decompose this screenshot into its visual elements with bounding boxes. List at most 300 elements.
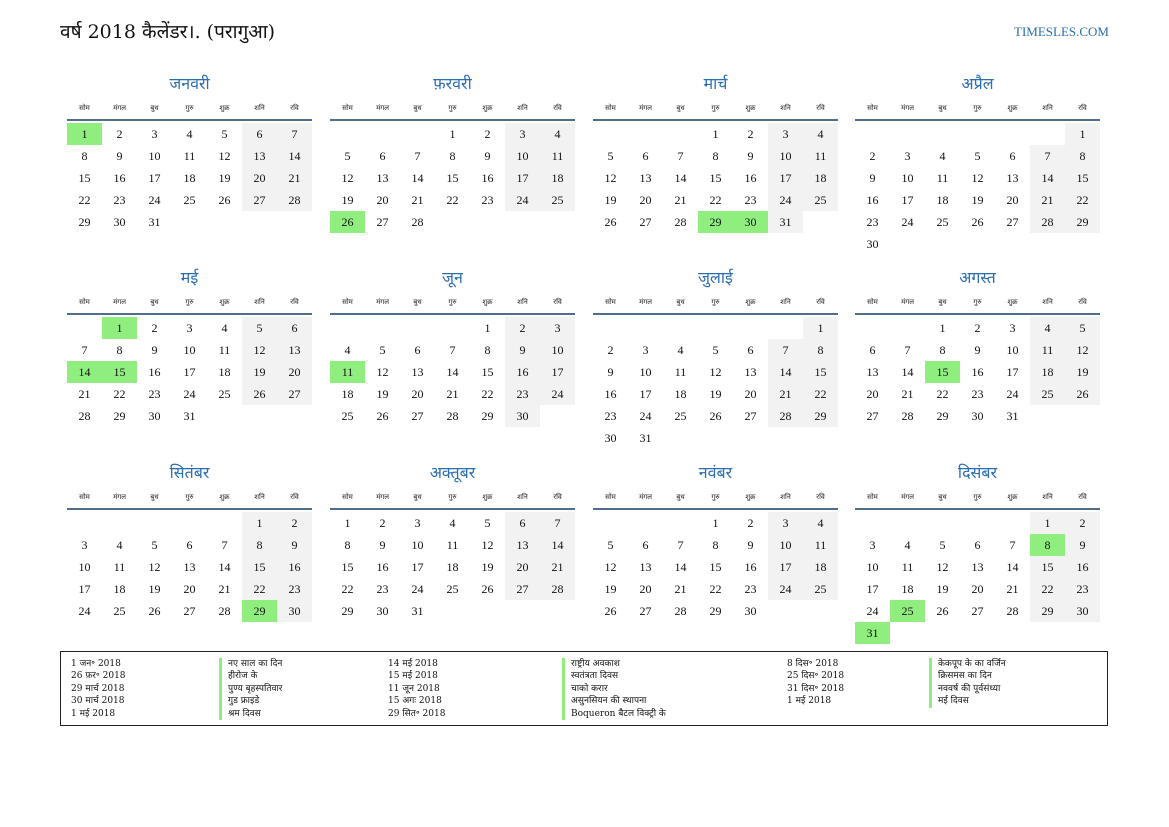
day-cell: 30 <box>744 604 757 618</box>
holiday-day-cell: 29 <box>698 211 733 233</box>
weekday-label: शुक्र <box>219 298 230 306</box>
weekday-label: रवि <box>1078 493 1087 501</box>
day-cell: 19 <box>709 387 722 401</box>
day-cell: 26 <box>936 604 949 618</box>
weekday-label: सोम <box>605 493 616 501</box>
day-cell: 18 <box>540 167 575 189</box>
day-cell: 19 <box>971 193 984 207</box>
day-cell: 27 <box>376 215 389 229</box>
weekday-label: सोम <box>867 493 878 501</box>
weekday-label: शुक्र <box>1007 493 1018 501</box>
day-cell: 16 <box>481 171 494 185</box>
holiday-day-cell: 26 <box>330 211 365 233</box>
day-cell: 29 <box>113 409 126 423</box>
weekday-label: शुक्र <box>482 104 493 112</box>
day-cell: 2 <box>151 321 158 335</box>
weekday-label: मंगल <box>113 104 126 112</box>
day-cell: 14 <box>218 560 231 574</box>
weekday-label: शनि <box>1042 298 1053 306</box>
day-cell: 29 <box>709 604 722 618</box>
weekday-header <box>855 104 1100 118</box>
day-cell: 13 <box>505 534 540 556</box>
day-cell: 18 <box>183 171 196 185</box>
weekday-label: रवि <box>816 104 825 112</box>
day-cell: 9 <box>747 149 754 163</box>
weekday-label: मंगल <box>113 493 126 501</box>
holiday-name: Boqueron बैटल विक्ट्री के <box>562 708 666 720</box>
day-cell: 15 <box>78 171 91 185</box>
weekday-header <box>855 298 1100 312</box>
day-cell: 24 <box>1006 387 1019 401</box>
month-name: जनवरी <box>169 74 210 93</box>
day-cell: 4 <box>344 343 351 357</box>
day-cell: 21 <box>768 383 803 405</box>
day-cell: 1 <box>712 127 719 141</box>
day-cell: 5 <box>712 343 719 357</box>
page-title: वर्ष 2018 कैलेंडर।. (परागुआ) <box>60 21 276 43</box>
weekday-header <box>593 298 838 312</box>
day-cell: 13 <box>277 339 312 361</box>
day-cell: 31 <box>1006 409 1019 423</box>
day-cell: 27 <box>505 578 540 600</box>
day-cell: 8 <box>81 149 88 163</box>
day-cell: 27 <box>866 409 879 423</box>
weekday-label: सोम <box>867 298 878 306</box>
weekday-label: गुरु <box>973 104 982 112</box>
day-cell: 11 <box>803 145 838 167</box>
day-cell: 30 <box>113 215 126 229</box>
day-cell: 2 <box>747 516 754 530</box>
day-cell: 17 <box>148 171 161 185</box>
day-cell: 1 <box>712 516 719 530</box>
day-cell: 13 <box>971 560 984 574</box>
day-cell: 23 <box>1065 578 1100 600</box>
day-cell: 7 <box>904 343 911 357</box>
holiday-day-cell: 25 <box>890 600 925 622</box>
month-name: मार्च <box>703 74 728 93</box>
day-cell: 19 <box>604 582 617 596</box>
weekday-label: गुरु <box>711 493 720 501</box>
day-cell: 23 <box>744 582 757 596</box>
weekday-label: मंगल <box>901 493 914 501</box>
weekday-label: मंगल <box>639 298 652 306</box>
day-cell: 12 <box>481 538 494 552</box>
holiday-date: 30 मार्च 2018 <box>71 696 125 707</box>
day-cell: 8 <box>242 534 277 556</box>
day-cell: 29 <box>341 604 354 618</box>
day-cell: 19 <box>242 361 277 383</box>
day-cell: 24 <box>768 578 803 600</box>
weekday-label: बुध <box>413 298 422 306</box>
day-cell: 30 <box>505 405 540 427</box>
header-rule <box>593 119 838 121</box>
day-cell: 29 <box>1065 211 1100 233</box>
day-cell: 19 <box>936 582 949 596</box>
day-cell: 1 <box>803 317 838 339</box>
day-cell: 20 <box>411 387 424 401</box>
day-cell: 3 <box>81 538 88 552</box>
day-cell: 14 <box>768 361 803 383</box>
day-cell: 17 <box>1006 365 1019 379</box>
holiday-name: केकपूप के का वर्जिन <box>929 658 1006 670</box>
day-cell: 7 <box>540 512 575 534</box>
weekday-label: मंगल <box>376 493 389 501</box>
month-7 <box>593 266 838 456</box>
day-cell: 27 <box>1006 215 1019 229</box>
day-cell: 2 <box>277 512 312 534</box>
day-cell: 26 <box>376 409 389 423</box>
day-cell: 7 <box>1009 538 1016 552</box>
day-cell: 10 <box>768 534 803 556</box>
day-cell: 21 <box>277 167 312 189</box>
header-rule <box>855 313 1100 315</box>
day-cell: 23 <box>866 215 879 229</box>
day-cell: 8 <box>712 149 719 163</box>
day-cell: 11 <box>674 365 687 379</box>
site-link[interactable]: TIMESLES.COM <box>1014 24 1109 39</box>
month-name: मई <box>180 268 199 287</box>
weekday-label: शुक्र <box>745 298 756 306</box>
header-rule <box>330 508 575 510</box>
day-cell: 19 <box>218 171 231 185</box>
day-cell: 18 <box>218 365 231 379</box>
holiday-name: हीरोज के <box>219 670 282 682</box>
header-rule <box>67 508 312 510</box>
weekday-label: मंगल <box>639 493 652 501</box>
month-name: जून <box>442 268 463 287</box>
day-cell: 1 <box>1030 512 1065 534</box>
day-cell: 24 <box>768 189 803 211</box>
holiday-name: क्रिसमस का दिन <box>929 670 1006 682</box>
day-cell: 14 <box>446 365 459 379</box>
day-cell: 5 <box>607 149 614 163</box>
day-cell: 26 <box>148 604 161 618</box>
day-cell: 25 <box>936 215 949 229</box>
weekday-label: बुध <box>150 104 159 112</box>
weekday-label: शुक्र <box>1007 298 1018 306</box>
day-cell: 7 <box>414 149 421 163</box>
month-3 <box>593 72 838 262</box>
day-cell: 27 <box>242 189 277 211</box>
day-cell: 7 <box>677 538 684 552</box>
day-cell: 24 <box>411 582 424 596</box>
day-cell: 26 <box>971 215 984 229</box>
day-cell: 8 <box>939 343 946 357</box>
day-cell: 13 <box>639 171 652 185</box>
day-cell: 10 <box>1006 343 1019 357</box>
day-cell: 21 <box>218 582 231 596</box>
day-cell: 14 <box>674 171 687 185</box>
day-cell: 12 <box>604 171 617 185</box>
day-cell: 10 <box>768 145 803 167</box>
day-cell: 8 <box>712 538 719 552</box>
holiday-date: 1 मई 2018 <box>71 708 116 719</box>
weekday-label: मंगल <box>376 298 389 306</box>
day-cell: 25 <box>803 578 838 600</box>
holiday-day-cell: 14 <box>67 361 102 383</box>
day-cell: 21 <box>411 193 424 207</box>
day-cell: 19 <box>604 193 617 207</box>
day-cell: 24 <box>78 604 91 618</box>
day-cell: 21 <box>674 582 687 596</box>
day-cell: 4 <box>116 538 123 552</box>
header-rule <box>330 313 575 315</box>
month-11 <box>593 461 838 651</box>
day-cell: 2 <box>484 127 491 141</box>
day-cell: 9 <box>747 538 754 552</box>
day-cell: 6 <box>379 149 386 163</box>
weekday-label: गुरु <box>185 493 194 501</box>
holiday-date: 25 दिस॰ 2018 <box>787 671 845 682</box>
day-cell: 30 <box>148 409 161 423</box>
day-cell: 27 <box>277 383 312 405</box>
day-cell: 24 <box>183 387 196 401</box>
day-cell: 23 <box>505 383 540 405</box>
month-name: दिसंबर <box>957 463 998 482</box>
day-cell: 11 <box>113 560 126 574</box>
day-cell: 14 <box>411 171 424 185</box>
day-cell: 2 <box>974 321 981 335</box>
holiday-date: 14 मई 2018 <box>388 659 438 669</box>
weekday-label: सोम <box>79 493 90 501</box>
day-cell: 7 <box>677 149 684 163</box>
day-cell: 22 <box>78 193 91 207</box>
day-cell: 11 <box>901 560 914 574</box>
day-cell: 13 <box>639 560 652 574</box>
day-cell: 25 <box>803 189 838 211</box>
day-cell: 21 <box>901 387 914 401</box>
day-cell: 22 <box>709 582 722 596</box>
day-cell: 10 <box>411 538 424 552</box>
holiday-name-column <box>219 658 282 720</box>
weekday-label: शनि <box>517 493 528 501</box>
weekday-label: सोम <box>605 104 616 112</box>
holiday-date-column <box>388 658 445 720</box>
day-cell: 28 <box>901 409 914 423</box>
day-cell: 27 <box>744 409 757 423</box>
month-name: सितंबर <box>169 463 210 482</box>
day-cell: 12 <box>936 560 949 574</box>
holiday-date: 11 जून 2018 <box>388 683 440 694</box>
day-cell: 22 <box>1030 578 1065 600</box>
day-cell: 23 <box>148 387 161 401</box>
day-cell: 6 <box>505 512 540 534</box>
day-cell: 21 <box>1006 582 1019 596</box>
header-rule <box>330 119 575 121</box>
day-cell: 9 <box>974 343 981 357</box>
day-cell: 9 <box>379 538 386 552</box>
weekday-label: मंगल <box>901 298 914 306</box>
day-cell: 23 <box>971 387 984 401</box>
day-cell: 4 <box>803 512 838 534</box>
header-rule <box>67 119 312 121</box>
day-cell: 31 <box>183 409 196 423</box>
weekday-label: शुक्र <box>482 298 493 306</box>
day-cell: 25 <box>446 582 459 596</box>
day-cell: 22 <box>242 578 277 600</box>
holiday-day-cell: 1 <box>102 317 137 339</box>
weekday-label: रवि <box>816 298 825 306</box>
day-cell: 22 <box>341 582 354 596</box>
day-cell: 4 <box>677 343 684 357</box>
month-10 <box>330 461 575 651</box>
month-name: फ़रवरी <box>433 74 472 93</box>
day-cell: 30 <box>277 600 312 622</box>
day-cell: 24 <box>505 189 540 211</box>
holiday-list <box>60 651 1108 726</box>
day-cell: 20 <box>376 193 389 207</box>
weekday-label: बुध <box>938 104 947 112</box>
weekday-header <box>593 104 838 118</box>
holiday-date: 15 मई 2018 <box>388 671 438 682</box>
holiday-date-column <box>787 658 844 708</box>
day-cell: 13 <box>1006 171 1019 185</box>
day-cell: 23 <box>744 193 757 207</box>
day-cell: 10 <box>639 365 652 379</box>
day-cell: 9 <box>277 534 312 556</box>
day-cell: 13 <box>376 171 389 185</box>
day-cell: 17 <box>505 167 540 189</box>
day-cell: 18 <box>341 387 354 401</box>
day-cell: 16 <box>376 560 389 574</box>
month-9 <box>67 461 312 651</box>
weekday-label: गुरु <box>448 493 457 501</box>
day-cell: 3 <box>414 516 421 530</box>
day-cell: 3 <box>1009 321 1016 335</box>
day-cell: 8 <box>484 343 491 357</box>
day-cell: 1 <box>1065 123 1100 145</box>
day-cell: 5 <box>151 538 158 552</box>
weekday-label: गुरु <box>711 104 720 112</box>
day-cell: 28 <box>277 189 312 211</box>
day-cell: 22 <box>1065 189 1100 211</box>
day-cell: 3 <box>869 538 876 552</box>
holiday-date: 29 सित॰ 2018 <box>388 708 446 719</box>
holiday-date: 29 मार्च 2018 <box>71 683 125 694</box>
day-cell: 10 <box>183 343 196 357</box>
day-cell: 25 <box>540 189 575 211</box>
day-cell: 6 <box>414 343 421 357</box>
day-cell: 6 <box>277 317 312 339</box>
holiday-name: असुनसियन की स्थापना <box>562 695 666 707</box>
weekday-label: गुरु <box>185 104 194 112</box>
day-cell: 11 <box>936 171 949 185</box>
weekday-label: सोम <box>79 104 90 112</box>
weekday-label: सोम <box>605 298 616 306</box>
holiday-name: चाको करार <box>562 683 666 695</box>
day-cell: 4 <box>1030 317 1065 339</box>
day-cell: 6 <box>974 538 981 552</box>
month-name: जुलाई <box>698 268 733 287</box>
day-cell: 2 <box>505 317 540 339</box>
day-cell: 3 <box>642 343 649 357</box>
day-cell: 8 <box>803 339 838 361</box>
day-cell: 20 <box>1006 193 1019 207</box>
month-name: नवंबर <box>698 463 733 482</box>
day-cell: 24 <box>540 383 575 405</box>
day-cell: 3 <box>768 512 803 534</box>
day-cell: 25 <box>183 193 196 207</box>
day-cell: 16 <box>1065 556 1100 578</box>
weekday-label: सोम <box>79 298 90 306</box>
day-cell: 30 <box>604 431 617 445</box>
holiday-name: नए साल का दिन <box>219 658 282 670</box>
day-cell: 13 <box>866 365 879 379</box>
month-1 <box>67 72 312 262</box>
day-cell: 11 <box>183 149 196 163</box>
day-cell: 21 <box>540 556 575 578</box>
holiday-day-cell: 30 <box>733 211 768 233</box>
day-cell: 18 <box>936 193 949 207</box>
day-cell: 16 <box>277 556 312 578</box>
day-cell: 12 <box>709 365 722 379</box>
day-cell: 26 <box>604 604 617 618</box>
weekday-label: शनि <box>780 298 791 306</box>
day-cell: 7 <box>1030 145 1065 167</box>
day-cell: 14 <box>277 145 312 167</box>
weekday-label: रवि <box>553 298 562 306</box>
day-cell: 1 <box>939 321 946 335</box>
day-cell: 28 <box>674 215 687 229</box>
day-cell: 19 <box>481 560 494 574</box>
header-rule <box>593 313 838 315</box>
day-cell: 30 <box>376 604 389 618</box>
holiday-name: स्वतंत्रता दिवस <box>562 670 666 682</box>
day-cell: 5 <box>974 149 981 163</box>
day-cell: 18 <box>803 167 838 189</box>
weekday-label: बुध <box>676 104 685 112</box>
holiday-day-cell: 15 <box>102 361 137 383</box>
day-cell: 23 <box>481 193 494 207</box>
weekday-label: मंगल <box>113 298 126 306</box>
weekday-label: गुरु <box>711 298 720 306</box>
day-cell: 6 <box>186 538 193 552</box>
weekday-label: बुध <box>676 493 685 501</box>
day-cell: 17 <box>901 193 914 207</box>
day-cell: 16 <box>505 361 540 383</box>
day-cell: 13 <box>411 365 424 379</box>
day-cell: 29 <box>481 409 494 423</box>
day-cell: 5 <box>242 317 277 339</box>
day-cell: 25 <box>1030 383 1065 405</box>
day-cell: 24 <box>148 193 161 207</box>
day-cell: 27 <box>639 215 652 229</box>
day-cell: 21 <box>78 387 91 401</box>
weekday-label: मंगल <box>376 104 389 112</box>
weekday-header <box>67 298 312 312</box>
weekday-label: शनि <box>1042 493 1053 501</box>
weekday-label: शनि <box>254 104 265 112</box>
day-cell: 6 <box>747 343 754 357</box>
day-cell: 26 <box>242 383 277 405</box>
day-cell: 10 <box>505 145 540 167</box>
day-cell: 12 <box>218 149 231 163</box>
weekday-header <box>330 298 575 312</box>
month-name: अप्रैल <box>961 74 994 93</box>
holiday-name-column <box>929 658 1006 708</box>
weekday-label: रवि <box>1078 104 1087 112</box>
day-cell: 2 <box>116 127 123 141</box>
day-cell: 28 <box>446 409 459 423</box>
day-cell: 6 <box>642 149 649 163</box>
day-cell: 7 <box>81 343 88 357</box>
holiday-name: पुण्य बृहस्पतिवार <box>219 683 282 695</box>
day-cell: 2 <box>869 149 876 163</box>
day-cell: 11 <box>446 538 459 552</box>
weekday-label: शनि <box>780 493 791 501</box>
day-cell: 2 <box>1065 512 1100 534</box>
day-cell: 9 <box>505 339 540 361</box>
